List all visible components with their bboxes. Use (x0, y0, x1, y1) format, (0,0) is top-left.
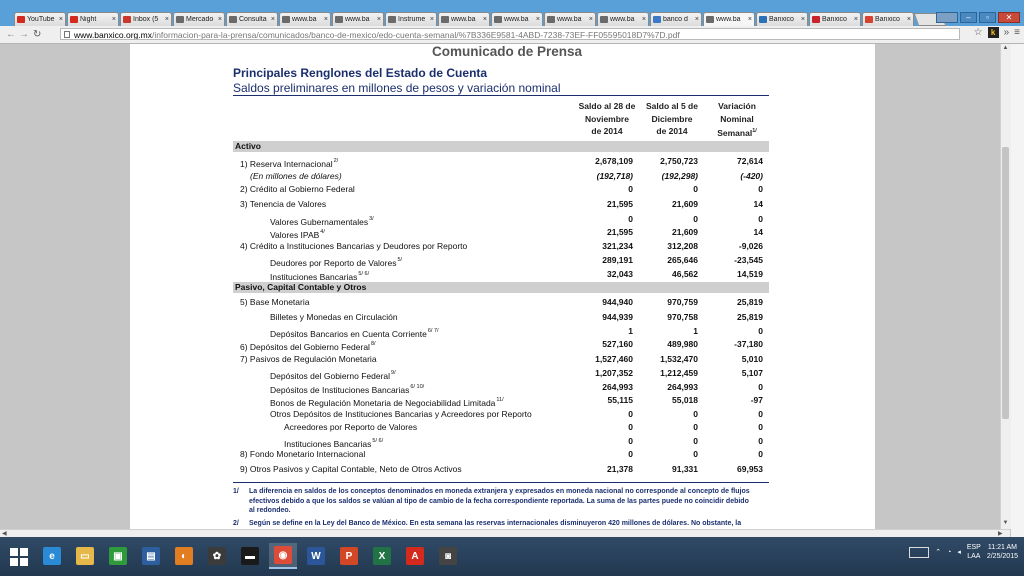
browser-tab[interactable] (491, 12, 543, 26)
tab-title: banco d (663, 16, 688, 23)
table-cell: 0 (758, 184, 763, 195)
table-cell: 312,208 (667, 240, 698, 251)
row-label-text: Otros Depósitos de Instituciones Bancarias y Acreedores por Reporto (270, 408, 532, 419)
tab-close-icon[interactable]: × (694, 16, 699, 23)
taskbar-app-button[interactable] (269, 543, 297, 569)
pinterest-icon (812, 16, 820, 23)
system-clock[interactable] (987, 543, 1018, 561)
table-cell: 55,115 (607, 395, 633, 406)
window-right-edge (1011, 44, 1024, 537)
table-cell: 0 (693, 213, 698, 224)
row-label (240, 296, 309, 308)
taskbar-app-button[interactable] (170, 543, 198, 569)
column-header-text: Noviembre (585, 113, 629, 124)
browser-tab[interactable] (756, 12, 808, 26)
tab-close-icon[interactable]: × (58, 16, 63, 23)
tab-close-icon[interactable]: × (217, 16, 222, 23)
table-cell: 527,160 (602, 339, 633, 349)
excel-icon: X (373, 547, 391, 565)
row-label-text: Valores Gubernamentales (270, 216, 369, 227)
taskbar-app-button[interactable] (203, 543, 231, 569)
tab-title: Inbox (5 (133, 16, 159, 23)
tab-title: www.ba (716, 16, 741, 23)
browser-tab[interactable] (703, 12, 755, 26)
tab-title: www.ba (504, 16, 529, 23)
tab-close-icon[interactable]: × (747, 16, 752, 23)
table-cell: 21,595 (607, 227, 633, 238)
column-header (705, 100, 769, 139)
browser-tab[interactable] (332, 12, 384, 26)
table-cell: 55,018 (672, 395, 698, 406)
row-label (270, 268, 369, 283)
terminal-app-icon: ▬ (241, 547, 259, 565)
row-label-text: 2) Crédito al Gobierno Federal (240, 184, 355, 195)
tab-title: www.ba (557, 16, 582, 23)
footnote-line: Según se define en la Ley del Banco de México. En esta semana las reservas internacionales disminuyeron 420 millones de dólares. No obstante, la (249, 519, 742, 527)
bank-icon (653, 16, 661, 23)
youtube-icon (70, 16, 78, 23)
table-cell: 265,646 (667, 255, 698, 266)
row-label-text: Instituciones Bancarias (284, 438, 372, 449)
tab-close-icon[interactable]: × (376, 16, 381, 23)
table-cell: 21,609 (672, 227, 698, 238)
column-header-line (705, 125, 769, 139)
tab-close-icon[interactable]: × (588, 16, 593, 23)
chrome-icon: ◉ (274, 546, 292, 564)
row-label-text: Depósitos de Instituciones Bancarias (270, 384, 410, 395)
footnote-ref: 11/ (496, 397, 504, 404)
document-icon (335, 16, 343, 23)
footnote-line: La diferencia en saldos de los conceptos denominados en moneda extranjera y expresados en moneda nacional no corresponde al concepto de flujos (249, 488, 750, 495)
column-header-text: Diciembre (651, 113, 693, 124)
tab-title: Instrume (398, 16, 426, 23)
system-tray (909, 543, 1018, 561)
language-code: ESP (966, 544, 981, 551)
banxico-icon (759, 16, 767, 23)
document-icon (282, 16, 290, 23)
table-cell: 0 (628, 449, 633, 460)
document-title: Principales Renglones del Estado de Cuenta (233, 66, 488, 80)
document-icon (494, 16, 502, 23)
column-header (640, 100, 704, 138)
taskbar-app-button[interactable] (104, 543, 132, 569)
table-cell: 14 (753, 227, 763, 238)
table-cell: (-420) (740, 170, 763, 181)
table-cell: 970,759 (667, 297, 698, 308)
table-cell: 289,191 (602, 255, 633, 266)
table-cell: 0 (758, 213, 763, 224)
taskbar-app-button[interactable] (71, 543, 99, 569)
footnote-number: 1/ (233, 488, 239, 495)
footnote-ref: 5/ 6/ (358, 270, 370, 277)
windows-taskbar (0, 537, 1024, 576)
table-cell: 46,562 (672, 268, 698, 279)
row-label (240, 155, 338, 170)
table-cell: 25,819 (737, 297, 763, 308)
row-label-text: 8) Fondo Monetario Internacional (240, 449, 366, 460)
taskbar-app-button[interactable] (38, 543, 66, 569)
table-cell: 21,595 (607, 198, 633, 209)
minimize-button[interactable]: – (960, 12, 977, 23)
green-app-icon: ▣ (109, 547, 127, 565)
browser-tab[interactable] (173, 12, 225, 26)
row-label-text: 5) Base Monetaria (240, 297, 310, 308)
tab-close-icon[interactable]: × (482, 16, 487, 23)
scroll-down-arrow-icon[interactable]: ▼ (1002, 520, 1009, 526)
internet-explorer-icon: e (43, 547, 61, 565)
browser-tab[interactable] (67, 12, 119, 26)
table-cell: 91,331 (672, 464, 698, 475)
user-profile-button[interactable] (936, 12, 958, 23)
section-header-bar (233, 141, 769, 152)
table-cell: 72,614 (737, 156, 763, 166)
browser-tab[interactable] (650, 12, 702, 26)
table-cell: 0 (758, 381, 763, 392)
footnote (233, 519, 773, 529)
row-label (240, 463, 462, 475)
row-label (250, 170, 342, 182)
vertical-scroll-thumb[interactable] (1002, 147, 1009, 419)
table-cell: 5,010 (741, 353, 763, 364)
taskbar-app-button[interactable] (401, 543, 429, 569)
maximize-button[interactable]: ▫ (979, 12, 996, 23)
footnote-ref: 2/ (333, 158, 339, 164)
row-label-text: 7) Pasivos de Regulación Monetaria (240, 353, 377, 364)
column-header-line (640, 100, 704, 113)
browser-tab[interactable] (14, 12, 66, 26)
column-header-line (575, 100, 639, 113)
footnote-text (249, 487, 773, 516)
extensions-overflow-icon[interactable]: » (1003, 27, 1010, 38)
youtube-icon (17, 16, 25, 23)
table-cell: 5,107 (741, 368, 763, 379)
table-cell: 14 (753, 198, 763, 209)
column-header-text: Saldo al 28 de (578, 101, 636, 111)
row-label (270, 311, 398, 323)
table-cell: 69,953 (737, 464, 763, 475)
row-label (270, 408, 532, 420)
tab-close-icon[interactable]: × (164, 16, 169, 23)
footnote-ref: 9/ (391, 370, 396, 377)
row-label (240, 240, 467, 252)
browser-tab-strip (0, 0, 1024, 26)
table-cell: 32,043 (607, 268, 633, 279)
back-arrow-icon[interactable]: ← (6, 29, 16, 40)
tab-close-icon[interactable]: × (906, 16, 911, 23)
document-icon (388, 16, 396, 23)
footnote-ref: 6/ 10/ (410, 383, 425, 390)
row-label-text: 6) Depósitos del Gobierno Federal (240, 342, 370, 352)
banxico-red-icon (865, 16, 873, 23)
tab-title: Banxico (875, 16, 900, 23)
input-language[interactable] (967, 543, 981, 561)
tray-overflow-icon[interactable]: ⌃ (935, 549, 942, 556)
address-bar[interactable] (60, 28, 960, 40)
windows-start-icon[interactable] (10, 548, 28, 566)
row-label-text: 4) Crédito a Instituciones Bancarias y Deudores por Reporto (240, 240, 468, 251)
camera-app-icon: ◙ (439, 547, 457, 565)
tab-title: Mercado (186, 16, 214, 23)
tab-close-icon[interactable]: × (270, 16, 275, 23)
keyboard-icon[interactable] (909, 547, 929, 558)
row-label (240, 338, 376, 353)
table-cell: 21,609 (672, 198, 698, 209)
row-label-text: 1) Reserva Internacional (240, 159, 333, 169)
column-header-text: de 2014 (656, 126, 688, 136)
table-cell: 0 (628, 435, 633, 446)
extension-icon[interactable]: k (988, 27, 999, 38)
url-host: www.banxico.org.mx (74, 30, 152, 40)
file-explorer-icon: ▭ (76, 547, 94, 565)
table-cell: 264,993 (667, 381, 698, 392)
row-label-text: Bonos de Regulación Monetaria de Negociabilidad Limitada (270, 398, 496, 409)
tab-title: www.ba (345, 16, 370, 23)
clock-date: 2/25/2015 (986, 553, 1018, 560)
table-cell: 489,980 (667, 339, 698, 349)
scroll-left-arrow-icon[interactable]: ◀ (2, 531, 7, 537)
url-path: /informacion-para-la-prensa/comunicados/banco-de-mexico/edo-cuenta-semanal/%7B336E9581-4ABD-7238-73EF-FF05595018D7%7D.pdf (151, 30, 680, 40)
browser-tab[interactable] (226, 12, 278, 26)
taskbar-app-button[interactable] (335, 543, 363, 569)
table-cell: 2,750,723 (660, 156, 698, 166)
row-label (240, 448, 365, 460)
menu-icon[interactable]: ≡ (1014, 27, 1020, 38)
title-rule (233, 95, 769, 96)
section-header: Activo (235, 141, 261, 151)
table-cell: -23,545 (734, 255, 763, 266)
table-cell: 0 (758, 449, 763, 460)
column-header-text: Saldo al 5 de (646, 101, 698, 111)
table-cell: 944,939 (602, 312, 633, 322)
powerpoint-icon: P (340, 547, 358, 565)
section-header: Pasivo, Capital Contable y Otros (235, 282, 367, 293)
document-icon (441, 16, 449, 23)
reload-icon[interactable]: ↻ (33, 29, 42, 40)
media-app-icon: ◐ (175, 547, 193, 565)
column-header-text: Variación (718, 101, 756, 111)
column-header-line (640, 113, 704, 126)
acrobat-icon: A (406, 547, 424, 565)
table-cell: 1,207,352 (595, 368, 633, 379)
taskbar-app-button[interactable] (368, 543, 396, 569)
tab-close-icon[interactable]: × (111, 16, 116, 23)
column-header-line (640, 125, 704, 138)
footnote-ref: 5/ 6/ (372, 437, 384, 444)
tab-close-icon[interactable]: × (641, 16, 646, 23)
game-controller-icon: ✿ (208, 547, 226, 565)
tab-title: Banxico (769, 16, 794, 23)
table-cell: (192,718) (596, 170, 633, 181)
tab-close-icon[interactable]: × (323, 16, 328, 23)
row-label-text: Depósitos Bancarios en Cuenta Corriente (270, 328, 427, 339)
table-cell: 2,678,109 (595, 156, 633, 166)
row-label-text: Acreedores por Reporto de Valores (284, 422, 418, 433)
browser-tab[interactable] (120, 12, 172, 26)
browser-tab[interactable] (438, 12, 490, 26)
table-cell: 0 (693, 449, 698, 460)
window-controls (936, 12, 1020, 23)
document-icon (176, 16, 184, 23)
tab-close-icon[interactable]: × (429, 16, 434, 23)
table-cell: 944,940 (602, 297, 633, 308)
browser-tab[interactable] (279, 12, 331, 26)
scroll-up-arrow-icon[interactable]: ▲ (1002, 45, 1009, 51)
table-cell: 0 (693, 408, 698, 419)
row-label (240, 198, 326, 210)
tab-title: YouTube (27, 16, 55, 23)
browser-tab[interactable] (862, 12, 914, 26)
document-icon (706, 16, 714, 23)
footnote-number: 2/ (233, 519, 239, 527)
table-cell: 1 (693, 325, 698, 336)
row-label (240, 183, 355, 195)
table-cell: 1,527,460 (595, 353, 633, 364)
press-release-header: Comunicado de Prensa (432, 44, 583, 59)
taskbar-app-button[interactable] (137, 543, 165, 569)
close-window-button[interactable]: ✕ (998, 12, 1020, 23)
tab-close-icon[interactable]: × (800, 16, 805, 23)
clock-time: 11:21 AM (987, 544, 1017, 551)
table-cell: 1,532,470 (660, 353, 698, 364)
row-label-text: 3) Tenencia de Valores (240, 198, 327, 209)
footnote-ref: 5/ (397, 257, 403, 264)
table-cell: (192,298) (661, 170, 698, 181)
tab-title: Night (80, 16, 97, 23)
footnote-ref: 1/ (752, 128, 757, 134)
volume-icon[interactable]: ◂ (957, 549, 961, 556)
table-cell: 0 (693, 184, 698, 195)
document-icon (229, 16, 237, 23)
taskbar-app-button[interactable] (302, 543, 330, 569)
table-cell: 1,212,459 (660, 368, 698, 379)
bookmark-star-icon[interactable]: ☆ (973, 27, 983, 38)
row-label-text: (En millones de dólares) (250, 170, 342, 181)
tab-title: Banxico (822, 16, 847, 23)
browser-tab[interactable] (809, 12, 861, 26)
tab-title: www.ba (292, 16, 317, 23)
browser-toolbar (0, 26, 1024, 44)
row-label-text: Deudores por Reporto de Valores (270, 258, 397, 269)
pdf-viewport (0, 44, 1000, 529)
row-label (240, 353, 377, 365)
row-label-text: Instituciones Bancarias (270, 271, 358, 282)
document-icon (547, 16, 555, 23)
table-cell: 321,234 (602, 240, 633, 251)
table-cell: 0 (628, 408, 633, 419)
monitor-app-icon: ▤ (142, 547, 160, 565)
table-cell: -9,026 (738, 240, 763, 251)
footnote-line: efectivos debido a que los saldos se valúan al tipo de cambio de la fecha correspondiente reportada. La suma de las partes puede no coincidir debido (249, 497, 749, 505)
document-icon (600, 16, 608, 23)
table-cell: -37,180 (734, 339, 763, 349)
table-bottom-rule (233, 482, 769, 483)
browser-tab[interactable] (544, 12, 596, 26)
network-icon[interactable]: ◔ (947, 548, 952, 556)
column-header (575, 100, 639, 138)
tab-close-icon[interactable]: × (535, 16, 540, 23)
vertical-scrollbar[interactable] (1000, 44, 1011, 529)
table-cell: 21,378 (607, 464, 633, 475)
browser-tab[interactable] (385, 12, 437, 26)
pdf-page (130, 44, 875, 529)
table-cell: 0 (628, 422, 633, 433)
footnote (233, 487, 773, 516)
word-icon: W (307, 547, 325, 565)
table-cell: 264,993 (602, 381, 633, 392)
taskbar-app-button[interactable] (236, 543, 264, 569)
footnote-text (249, 519, 773, 529)
column-header-text: de 2014 (591, 126, 623, 136)
table-cell: 0 (758, 408, 763, 419)
forward-arrow-icon[interactable]: → (19, 29, 29, 40)
footnote-line: al redondeo. (249, 507, 291, 514)
tab-title: Consulta (239, 16, 267, 23)
table-cell: 0 (758, 422, 763, 433)
column-header-line (705, 113, 769, 126)
footnote-ref: 6/ 7/ (427, 327, 439, 334)
table-cell: 0 (628, 184, 633, 195)
column-header-line (705, 100, 769, 113)
tab-title: www.ba (451, 16, 476, 23)
table-cell: 25,819 (737, 312, 763, 322)
tab-title: www.ba (610, 16, 635, 23)
row-label (284, 421, 417, 433)
table-cell: 0 (758, 325, 763, 336)
browser-tab[interactable] (597, 12, 649, 26)
column-header-text: Nominal (720, 113, 754, 124)
gmail-icon (123, 16, 131, 23)
row-label-text: Depósitos del Gobierno Federal (270, 371, 391, 382)
column-header-text: Semanal (717, 127, 753, 138)
footnote-ref: 8/ (370, 341, 376, 347)
table-cell: 0 (628, 213, 633, 224)
table-cell: 0 (693, 435, 698, 446)
footnote-ref: 4/ (320, 229, 325, 236)
taskbar-app-button[interactable] (434, 543, 462, 569)
tab-close-icon[interactable]: × (853, 16, 858, 23)
language-layout: LAA (967, 553, 981, 560)
row-label-text: Valores IPAB (270, 230, 320, 241)
table-cell: 0 (758, 435, 763, 446)
table-cell: 0 (693, 422, 698, 433)
column-header-line (575, 113, 639, 126)
table-cell: 970,758 (667, 312, 698, 322)
scroll-right-arrow-icon[interactable]: ▶ (998, 531, 1003, 537)
table-cell: 14,519 (737, 268, 763, 279)
row-label-text: Billetes y Monedas en Circulación (270, 312, 398, 322)
footnote-ref: 3/ (369, 215, 374, 222)
page-document-icon (64, 31, 70, 38)
document-subtitle: Saldos preliminares en millones de pesos y variación nominal (233, 81, 561, 95)
toolbar-actions (974, 27, 1020, 38)
column-header-line (575, 125, 639, 138)
table-cell: -97 (750, 395, 763, 406)
row-label-text: 9) Otros Pasivos y Capital Contable, Neto de Otros Activos (240, 464, 462, 475)
table-cell: 1 (628, 325, 633, 336)
